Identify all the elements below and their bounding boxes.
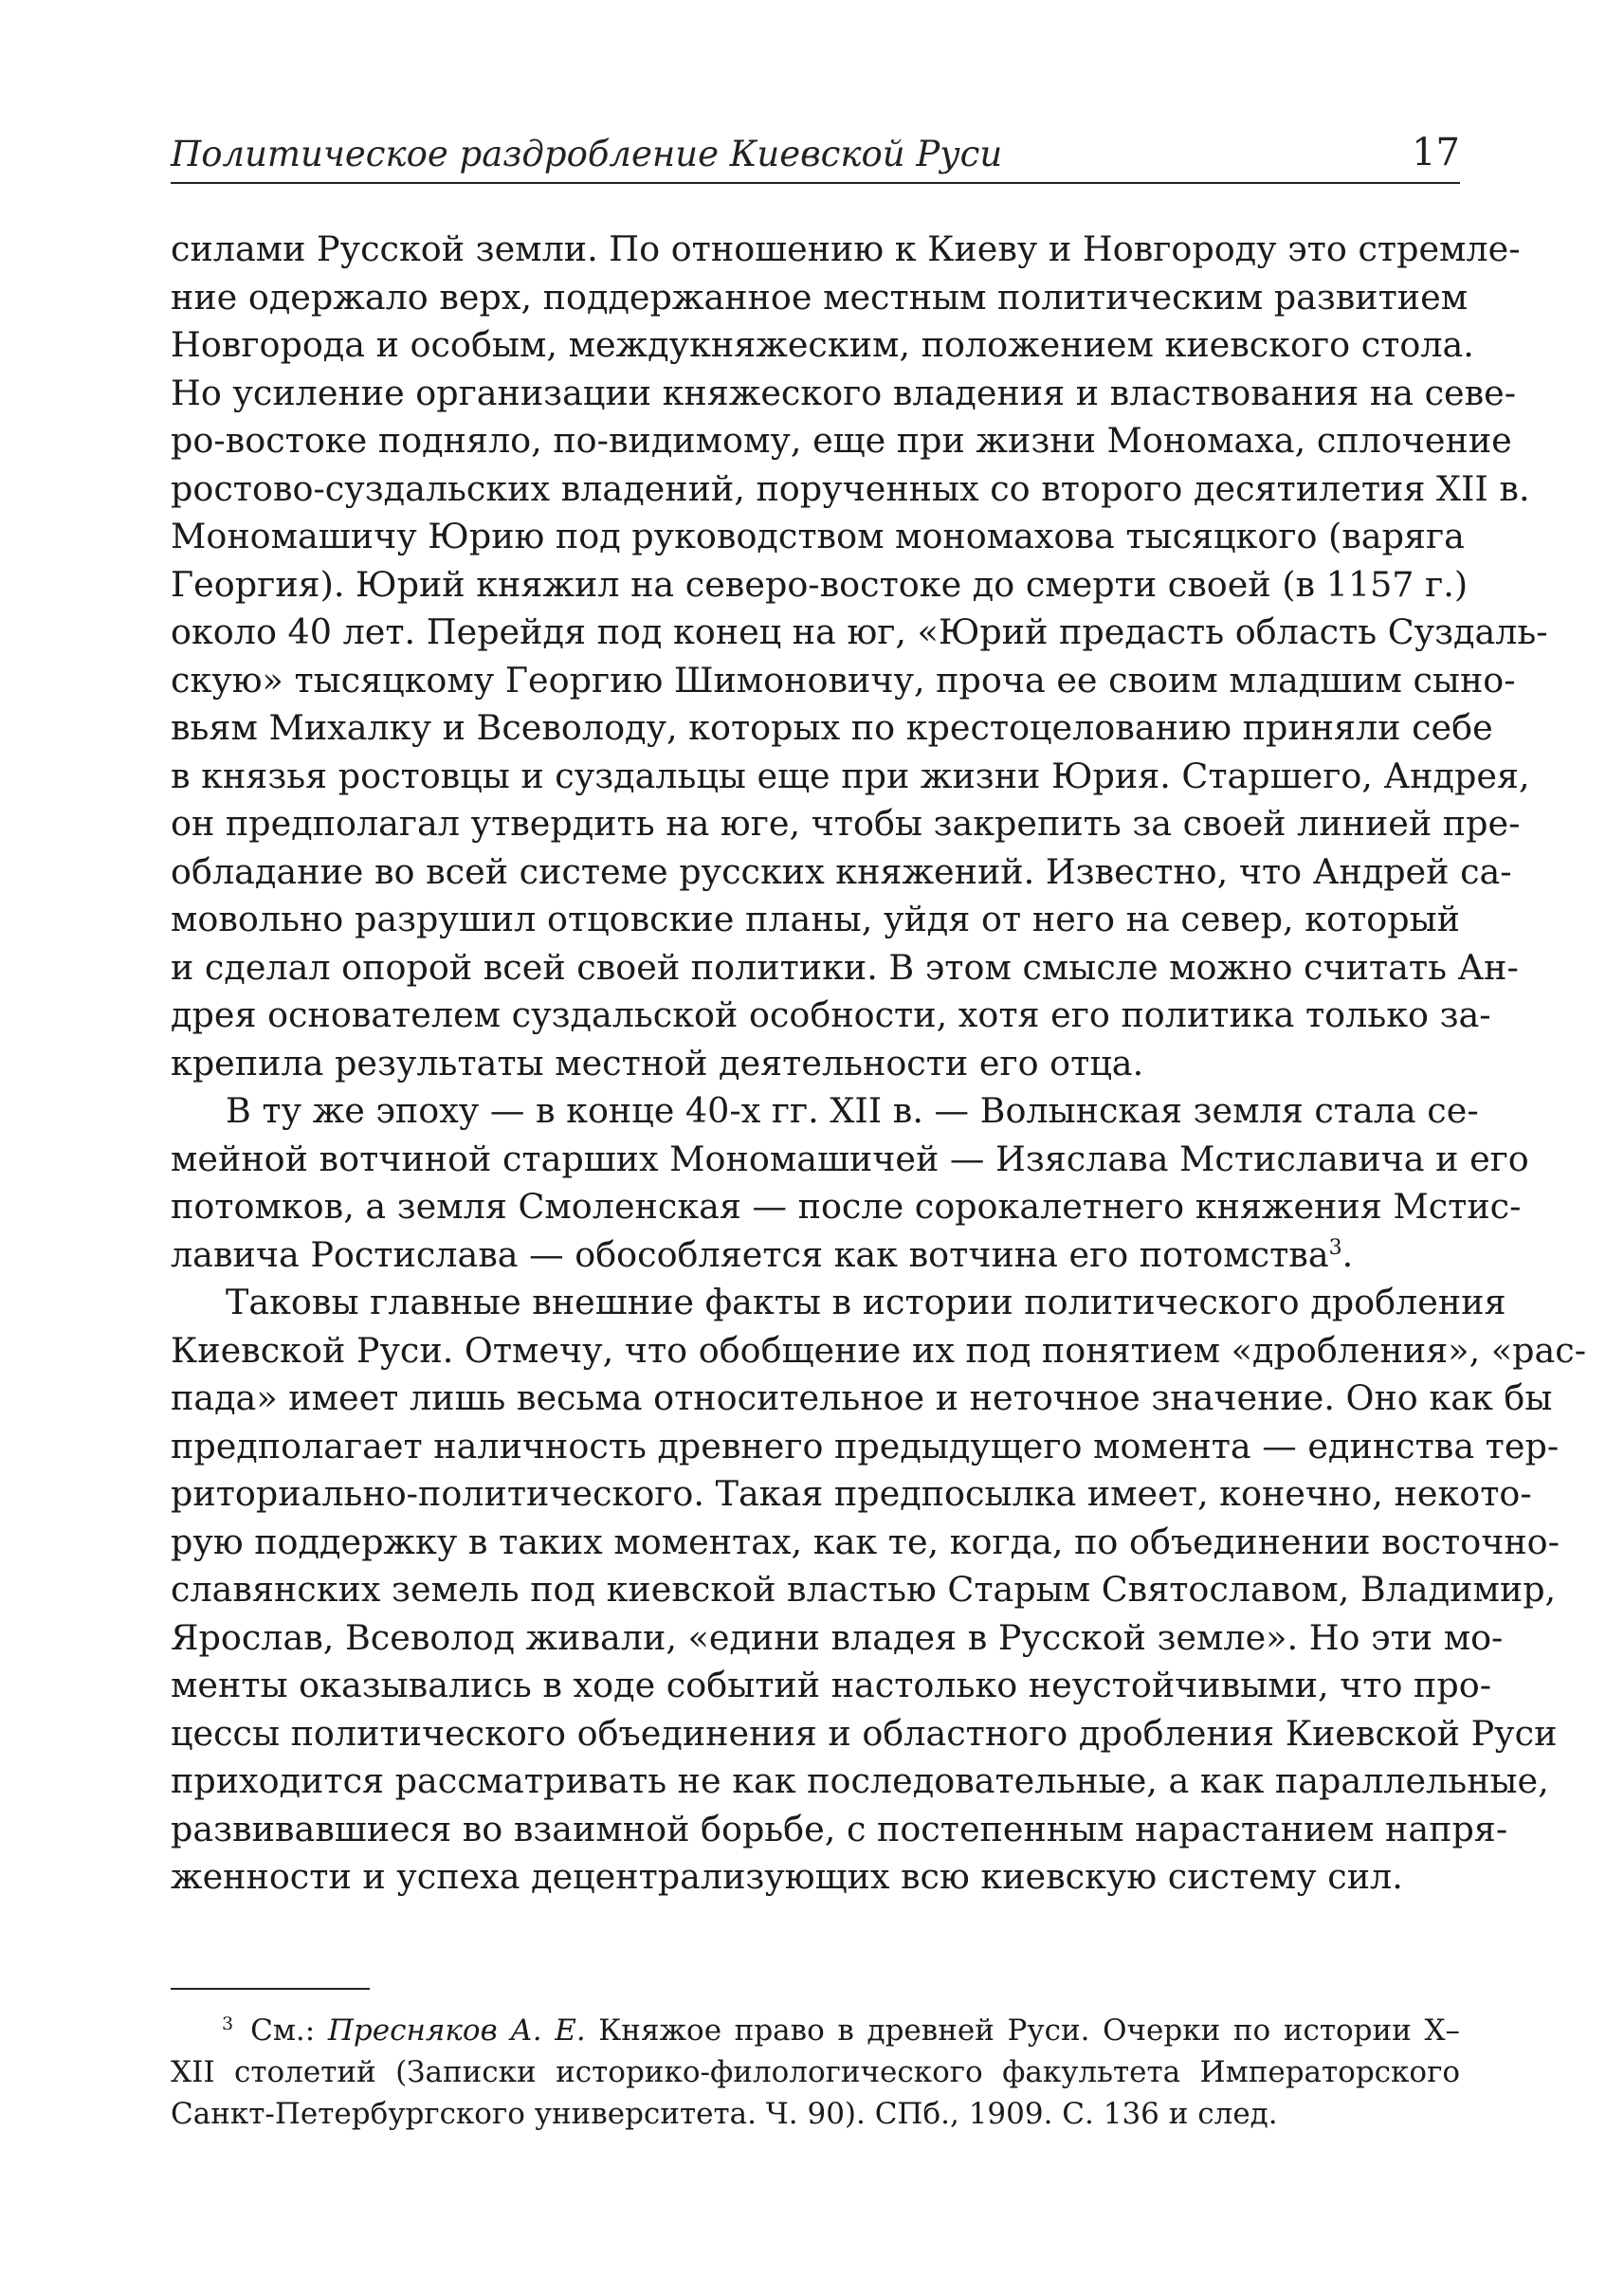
text-line: Новгорода и особым, междукняжеским, положением киевского стола. — [171, 324, 1474, 365]
text-line: потомков, а земля Смоленская — после сорокалетнего княжения Мстис- — [171, 1186, 1522, 1227]
text-line: ростово-суздальских владений, порученных со второго десятилетия XII в. — [171, 467, 1530, 509]
paragraph-1 — [171, 226, 1548, 1087]
text-line: Георгия). Юрий княжил на северо-востоке до смерти своей (в 1157 г.) — [171, 563, 1469, 605]
text-line: Киевской Руси. Отмечу, что обобщение их под понятием «дробления», «рас- — [171, 1329, 1587, 1371]
text-line: Таковы главные внешние факты в истории политического дробления — [226, 1282, 1506, 1322]
text-line-content: лавича Ростислава — обособляется как вотчина его потомства — [171, 1233, 1329, 1275]
footnote-reference[interactable]: 3 — [1328, 1235, 1342, 1260]
text-line: мейной вотчиной старших Мономашичей — Изяслава Мстиславича и его — [171, 1138, 1529, 1179]
footnote-mark: 3 — [222, 2013, 234, 2034]
body-text — [171, 226, 1587, 1902]
text-line: рую поддержку в таких моментах, как те, когда, по объединении восточно- — [171, 1521, 1560, 1562]
footnote-line: XII столетий (Записки историко-филологического факультета Императорского — [171, 2055, 1460, 2089]
text-line: вьям Михалку и Всеволоду, которых по крестоцелованию приняли себе — [171, 707, 1493, 748]
footnote-prefix: См.: — [250, 2013, 328, 2048]
text-line: Мономашичу Юрию под руководством мономахова тысяцкого (варяга — [171, 516, 1465, 556]
paragraph-3 — [171, 1279, 1587, 1902]
text-line: менты оказывались в ходе событий настолько неустойчивыми, что про- — [171, 1665, 1492, 1705]
text-line: он предполагал утвердить на юге, чтобы закрепить за своей линией пре- — [171, 803, 1521, 844]
text-line: обладание во всей системе русских княжений. Известно, что Андрей са- — [171, 850, 1512, 892]
text-line: и сделал опорой всей своей политики. В этом смысле можно считать Ан- — [171, 946, 1519, 988]
text-line: развивавшиеся во взаимной борьбе, с постепенным нарастанием напря- — [171, 1808, 1508, 1849]
running-header — [171, 123, 1460, 184]
text-line: дрея основателем суздальской особности, хотя его политика только за- — [171, 994, 1491, 1035]
text-line: мовольно разрушил отцовские планы, уйдя от него на север, который — [171, 899, 1460, 939]
text-line: славянских земель под киевской властью Старым Святославом, Владимир, — [171, 1569, 1557, 1610]
text-line: риториально-политического. Такая предпосылка имеет, конечно, некото- — [171, 1473, 1532, 1514]
footnote-separator — [171, 1988, 370, 1990]
footnote — [171, 2010, 1460, 2135]
text-line: ние одержало верх, поддержанное местным политическим развитием — [171, 276, 1469, 318]
footnote-author: Пресняков А. Е. — [327, 2013, 586, 2048]
text-line: приходится рассматривать не как последовательные, а как параллельные, — [171, 1760, 1549, 1801]
text-line — [171, 1231, 1460, 1280]
text-line: В ту же эпоху — в конце 40-х гг. XII в. — Волынская земля стала се- — [226, 1090, 1479, 1131]
text-line: в князья ростовцы и суздальцы еще при жизни Юрия. Старшего, Андрея, — [171, 755, 1530, 796]
text-line: пада» имеет лишь весьма относительное и неточное значение. Оно как бы — [171, 1377, 1553, 1418]
text-line: ро-востоке подняло, по-видимому, еще при жизни Мономаха, сплочение — [171, 420, 1512, 461]
text-line-tail: . — [1341, 1233, 1354, 1275]
text-line: крепила результаты местной деятельности его отца. — [171, 1042, 1144, 1084]
text-line: женности и успеха децентрализующих всю киевскую систему сил. — [171, 1856, 1403, 1897]
text-line: силами Русской земли. По отношению к Киеву и Новгороду это стремле- — [171, 228, 1521, 269]
footnote-line — [171, 2010, 1460, 2051]
paragraph-2 — [171, 1087, 1529, 1279]
text-line: Ярослав, Всеволод живали, «едини владея в Русской земле». Но эти мо- — [171, 1616, 1504, 1658]
text-line: предполагает наличность древнего предыдущего момента — единства тер- — [171, 1425, 1560, 1466]
text-line: Но усиление организации княжеского владения и властвования на севе- — [171, 372, 1517, 413]
page-number: 17 — [1412, 131, 1460, 174]
footnote-line: Санкт-Петербургского университета. Ч. 90). СПб., 1909. С. 136 и след. — [171, 2097, 1278, 2131]
running-title: Политическое раздробление Киевской Руси — [171, 134, 1003, 174]
text-line: цессы политического объединения и областного дробления Киевской Руси — [171, 1712, 1558, 1754]
text-line: около 40 лет. Перейдя под конец на юг, «Юрий предасть область Суздаль- — [171, 611, 1548, 652]
footnote-text: Княжое право в древней Руси. Очерки по истории X– — [585, 2013, 1461, 2048]
text-line: скую» тысяцкому Георгию Шимоновичу, проча ее своим младшим сыно- — [171, 659, 1516, 701]
